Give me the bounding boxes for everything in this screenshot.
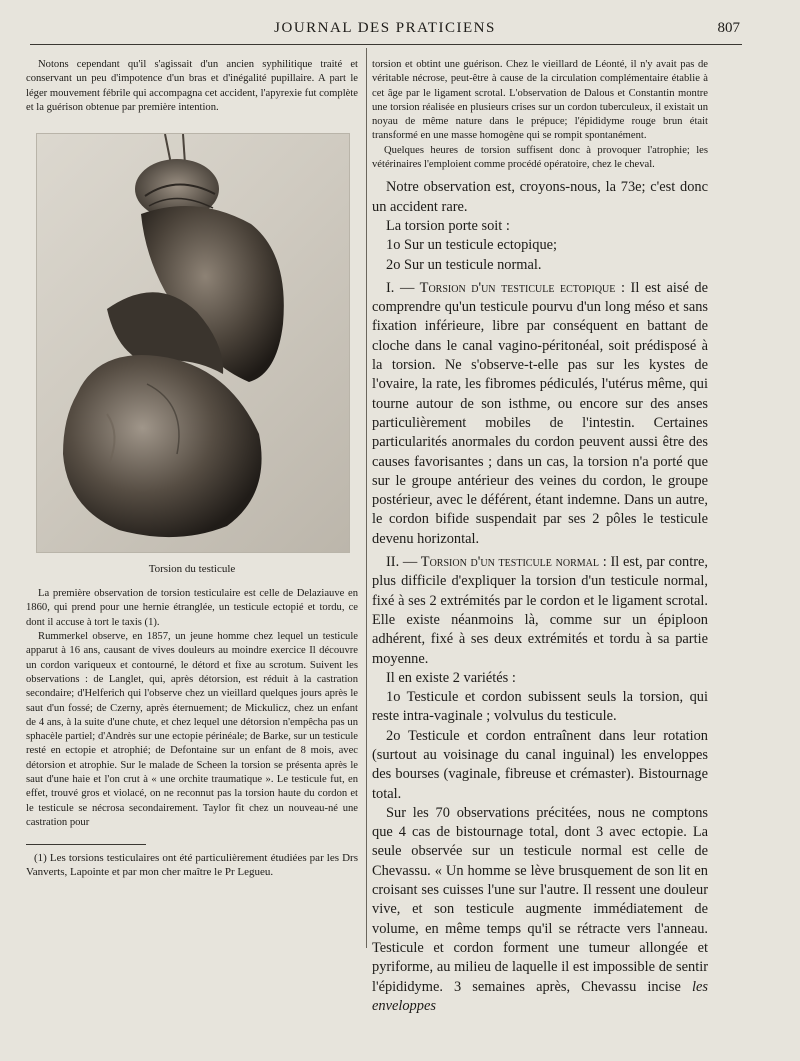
journal-title: JOURNAL DES PRATICIENS [274,20,496,36]
intro-paragraph: Notons cependant qu'il s'agissait d'un ancien syphilitique traité et conservant un peu d'impotence d'un bras et d'inégalité pupillaire. A part le léger mouvement fébrile qui accompagna cet accident, l'apyrexie fut complète et la guérison obtenue par première intention. [26,59,358,113]
footnote-rule [26,844,146,845]
testicle-photo-illustration [37,134,349,552]
paragraph-observation: Notre observation est, croyons-nous, la 73e; c'est donc un accident rare. [372,179,708,215]
section-2 [372,553,708,669]
variete-1: 1o Testicule et cordon subissent seuls la torsion, qui reste intra-vaginale ; volvulus du testicule. [372,689,708,725]
column-separator [366,48,367,948]
page-header [30,18,740,44]
torsion-porte: La torsion porte soit : [386,217,510,234]
variete-2: 2o Testicule et cordon entraînent dans leur rotation (surtout au voisinage du canal inguinal) les enveloppes des bourses (vaginale, fibreuse et crémaster). Bistournage total. [372,727,708,802]
right-column [372,58,708,1016]
paragraph-chevassu [372,804,708,1016]
section-2-heading: II. — Torsion d'un testicule normal : [386,554,607,571]
section-1-heading: I. — Torsion d'un testicule ectopique : [386,279,625,296]
header-rule [30,44,742,45]
section-1 [372,279,708,549]
chevassu-text: Sur les 70 observations précitées, nous ne comptons que 4 cas de bistournage total, dont 3 avec ectopie. La seule observée sur un testicule normal est celle de Chevassu. « Un homme se lève brusquement de son lit en croisant ses cuisses l'une sur l'autre. Il ressent une douleur vive, et son testicule augmente immédiatement de volume, en même temps qu'il se rétracte vers l'anneau. Testicule et cordon forment une tumeur allongée et pyriforme, au milieu de laquelle il est impossible de sentir l'épididyme. 3 semaines après, Chevassu incise [372,804,708,995]
section-1-text: Il est aisé de comprendre qu'un testicule pourvu d'un long méso et sans fixation inférieure, libre par conséquent en battant de cloche dans le canal vagino-péritonéal, soit prédisposé à la torsion. Ne s'observe-t-elle pas sur les kystes de l'ovaire, la rate, les fibromes pédiculés, l'utérus même, qui tourne autour de son isthme, ou encore sur des anses particulièrement mobiles de l'intestin. Certaines particularités anormales du cordon peuvent aussi être des causes favorisantes ; dans un cas, la torsion n'a porté que sur le groupe antérieur des veines du cordon, le groupe postérieur, avec le déférent, étant indemne. Dans un autre, le cordon bifide suspendait par ses 2 pôles le testicule devenu horizontal. [372,279,709,547]
page-number: 807 [717,20,740,36]
paragraph-atrophie: Quelques heures de torsion suffisent donc à provoquer l'atrophie; les vétérinaires l'emploient comme procédé opératoire, chez le cheval. [372,144,708,171]
left-column [26,58,358,879]
figure-caption: Torsion du testicule [148,563,236,576]
section-2-text: Il est, par contre, plus difficile d'expliquer la torsion d'un testicule normal, fixé à ses 2 extrémités par le cordon et le ligament scrotal. Elle existe néanmoins là, comme sur un épiploon adhérent, fixé à ses deux extrémités et tordu à sa partie moyenne. [372,554,708,667]
paragraph-rummerkel: Rummerkel observe, en 1857, un jeune homme chez lequel un testicule apparut à 16 ans, causant de vives douleurs au moindre exercice Il découvre un cordon variqueux et contourné, le détord et fixe au scrotum. Suivent les observations : de Langlet, qui, après détorsion, est réduit à la castration secondaire; d'Helferich qui l'observe chez un vieillard quelques jours après le saut d'un fossé; de Czerny, après éternuement; de Mickulicz, chez un enfant de 4 ans, à la suite d'une chute, et chez lequel une détorsion n'empêcha pas un sphacèle partiel; d'Andrès sur une ectopie périnéale; de Barke, sur un testicule resté en ectopie et atrophié; de Defontaine sur un enfant de 8 mois, avec détorsion et atrophie. Sur le malade de Scheen la torsion se présenta après le saut d'une haie et l'on crut à « une orchite traumatique ». Le testicule fut, en effet, trouvé gros et violacé, on ne reconnut pas la torsion haute du cordon et le testicule se nécrosa secondairement. Taylor fit chez un nouveau-né une castration pour [26,631,358,828]
list-item-2: 2o Sur un testicule normal. [386,256,542,273]
chevassu-italic: les enveloppes [372,978,708,1014]
paragraph-delaziauve: La première observation de torsion testiculaire est celle de Delaziauve en 1860, qui prend pour une hernie étranglée, un testicule ectopié et tordu, ce dont il accuse à tort le taxis (1). [26,588,358,628]
footnote: (1) Les torsions testiculaires ont été particulièrement étudiées par les Drs Vanverts, Lapointe et par mon cher maître le Pr Legueu. [26,852,358,879]
varietes: Il en existe 2 variétés : [386,669,516,686]
paragraph-continuation: torsion et obtint une guérison. Chez le vieillard de Léonté, il n'y avait pas de véritable nécrose, peut-être à cause de la circulation complémentaire établie à cet âge par le ligament scrotal. L'observation de Dalous et Constantin montre une torsion réalisée en plusieurs crises sur un cordon tuberculeux, il existait un noyau de même nature dans le prépuce; l'épididyme rouge brun était transformé en une masse homogène qui se rompit spontanément. [372,59,708,142]
list-item-1: 1o Sur un testicule ectopique; [386,237,558,254]
testicle-photograph [36,133,350,553]
